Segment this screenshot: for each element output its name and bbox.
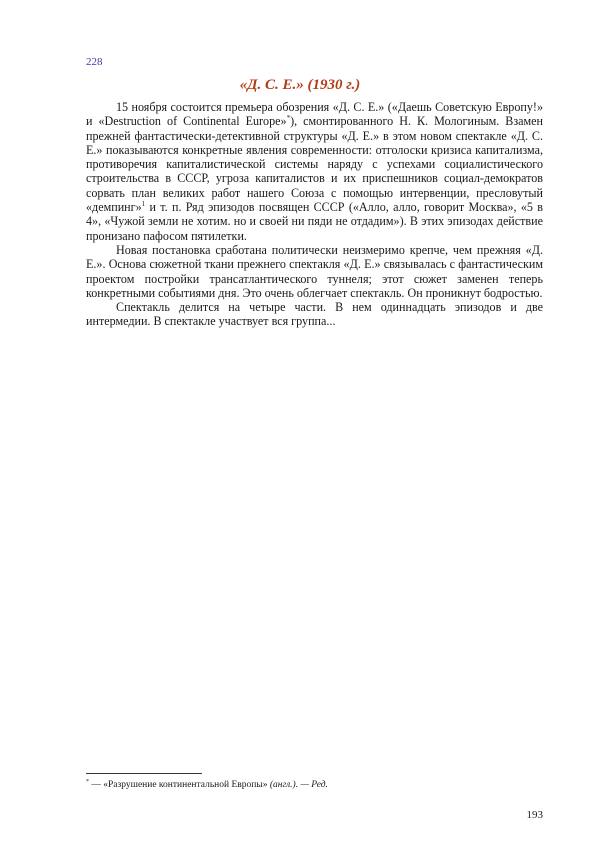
footnote-divider	[86, 773, 202, 774]
footnote-editor: — Ред.	[300, 780, 328, 790]
page-number-bottom: 193	[526, 809, 543, 821]
page-number-top: 228	[86, 56, 103, 68]
footnote-lang: (англ.).	[267, 780, 301, 790]
paragraph-1	[86, 100, 543, 243]
paragraph-2: Новая постановка сработана политически неизмеримо крепче, чем прежняя «Д. Е.». Основа сюжетной ткани прежнего спектакля «Д. Е.» связывалась с фантастическим проектом постройки трансатлантического туннеля; этот сюжет заменен теперь конкретными событиями дня. Это очень облегчает спектакль. Он проникнут бодростью.	[86, 242, 543, 300]
body-text	[86, 100, 543, 329]
paragraph-1-part-c: и т. п. Ряд эпизодов посвящен СССР («Алло, алло, говорит Москва», «5 в 4», «Чужой земли не хотим. но и своей ни пяди не отдадим»). В этих эпизодах действие пронизано пафосом пятилетки.	[86, 200, 543, 243]
paragraph-1-part-a: 15 ноября состоится премьера обозрения «Д. С. Е.» («Даешь Советскую Европу!» и «Destruction of Continental Europe»	[86, 100, 543, 129]
footnote	[86, 779, 543, 791]
footnote-marker: *	[86, 778, 89, 785]
section-heading: «Д. С. Е.» (1930 г.)	[239, 77, 361, 93]
footnote-dash: —	[89, 780, 104, 790]
paragraph-3: Спектакль делится на четыре части. В нем одиннадцать эпизодов и две интермедии. В спектакле участвует вся группа...	[86, 300, 543, 329]
footnote-quote: «Разрушение континентальной Европы»	[103, 780, 268, 790]
footnote-ref-1: 1	[141, 200, 146, 209]
footnote-ref-star: *	[286, 114, 291, 123]
paragraph-1-part-b: ), смонтированного Н. К. Мологиным. Взамен прежней фантастически-детективной структуры «Д. Е.» в этом новом спектакле «Д. С. Е.» показываются конкретные явления современности: отголоски кризиса капитализма, противоречия капиталистической системы наряду с успехами социалистического строительства в СССР, угроза капиталистов и их приспешников социал-демократов сорвать план великих работ нашего Союза с помощью интервенции, пресловутый «демпинг»	[86, 114, 544, 215]
